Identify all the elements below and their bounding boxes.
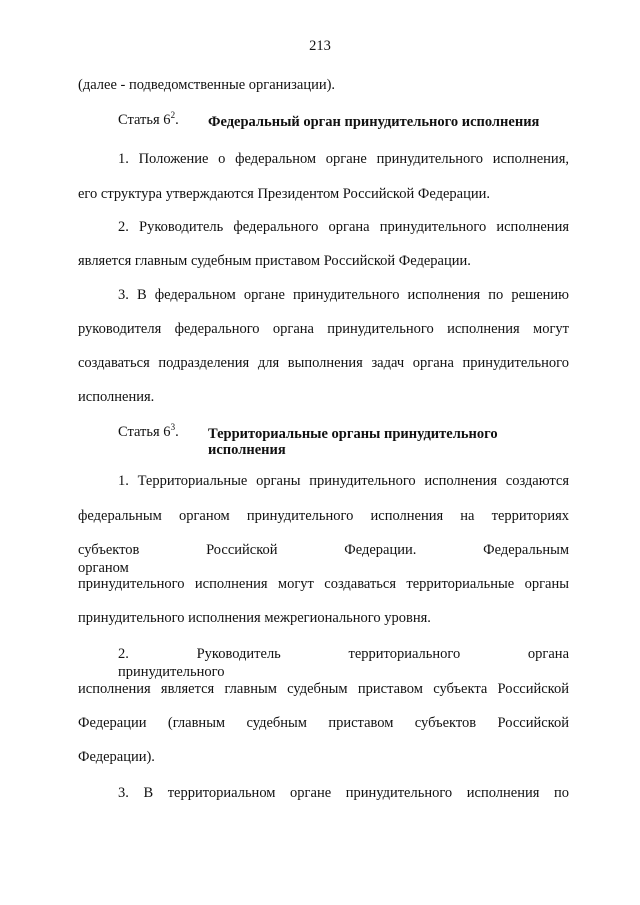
article-1-title: Федеральный орган принудительного исполнения — [208, 114, 540, 130]
paragraph-line: Федерации). — [78, 749, 155, 765]
paragraph-line: 3. В территориальном органе принудительного исполнения по — [118, 785, 569, 801]
paragraph-line: 2. Руководитель федерального органа принудительного исполнения — [118, 219, 569, 235]
paragraph-line: принудительного исполнения могут создаваться территориальные органы — [78, 576, 569, 592]
paragraph-line: является главным судебным приставом Российской Федерации. — [78, 253, 471, 269]
paragraph-line: руководителя федерального органа принудительного исполнения могут — [78, 321, 569, 337]
paragraph-line: исполнения. — [78, 389, 155, 405]
paragraph-line: 1. Положение о федеральном органе принудительного исполнения, — [118, 151, 569, 167]
paragraph-line: его структура утверждаются Президентом Российской Федерации. — [78, 186, 490, 202]
article-2-label: Статья $6^3$. — [118, 422, 179, 440]
intro-line: (далее - подведомственные организации). — [78, 77, 336, 93]
paragraph-line: создаваться подразделения для выполнения задач органа принудительного — [78, 355, 569, 371]
paragraph-line: субъектов Российской Федерации. Федеральным органом — [78, 542, 569, 576]
page-number: 213 — [309, 38, 331, 54]
paragraph-line: исполнения является главным судебным приставом субъекта Российской — [78, 681, 569, 697]
paragraph-line: Федерации (главным судебным приставом субъектов Российской — [78, 715, 569, 731]
article-1-label: Статья $6^2$. — [118, 110, 179, 128]
paragraph-line: 1. Территориальные органы принудительного исполнения создаются — [118, 473, 569, 489]
paragraph-line: принудительного исполнения межрегионального уровня. — [78, 610, 431, 626]
paragraph-line: 3. В федеральном органе принудительного исполнения по решению — [118, 287, 569, 303]
paragraph-line: федеральным органом принудительного исполнения на территориях — [78, 508, 569, 524]
paragraph-line: 2. Руководитель территориального органа принудительного — [118, 646, 569, 680]
article-2-title: Территориальные органы принудительного исполнения — [208, 426, 498, 458]
